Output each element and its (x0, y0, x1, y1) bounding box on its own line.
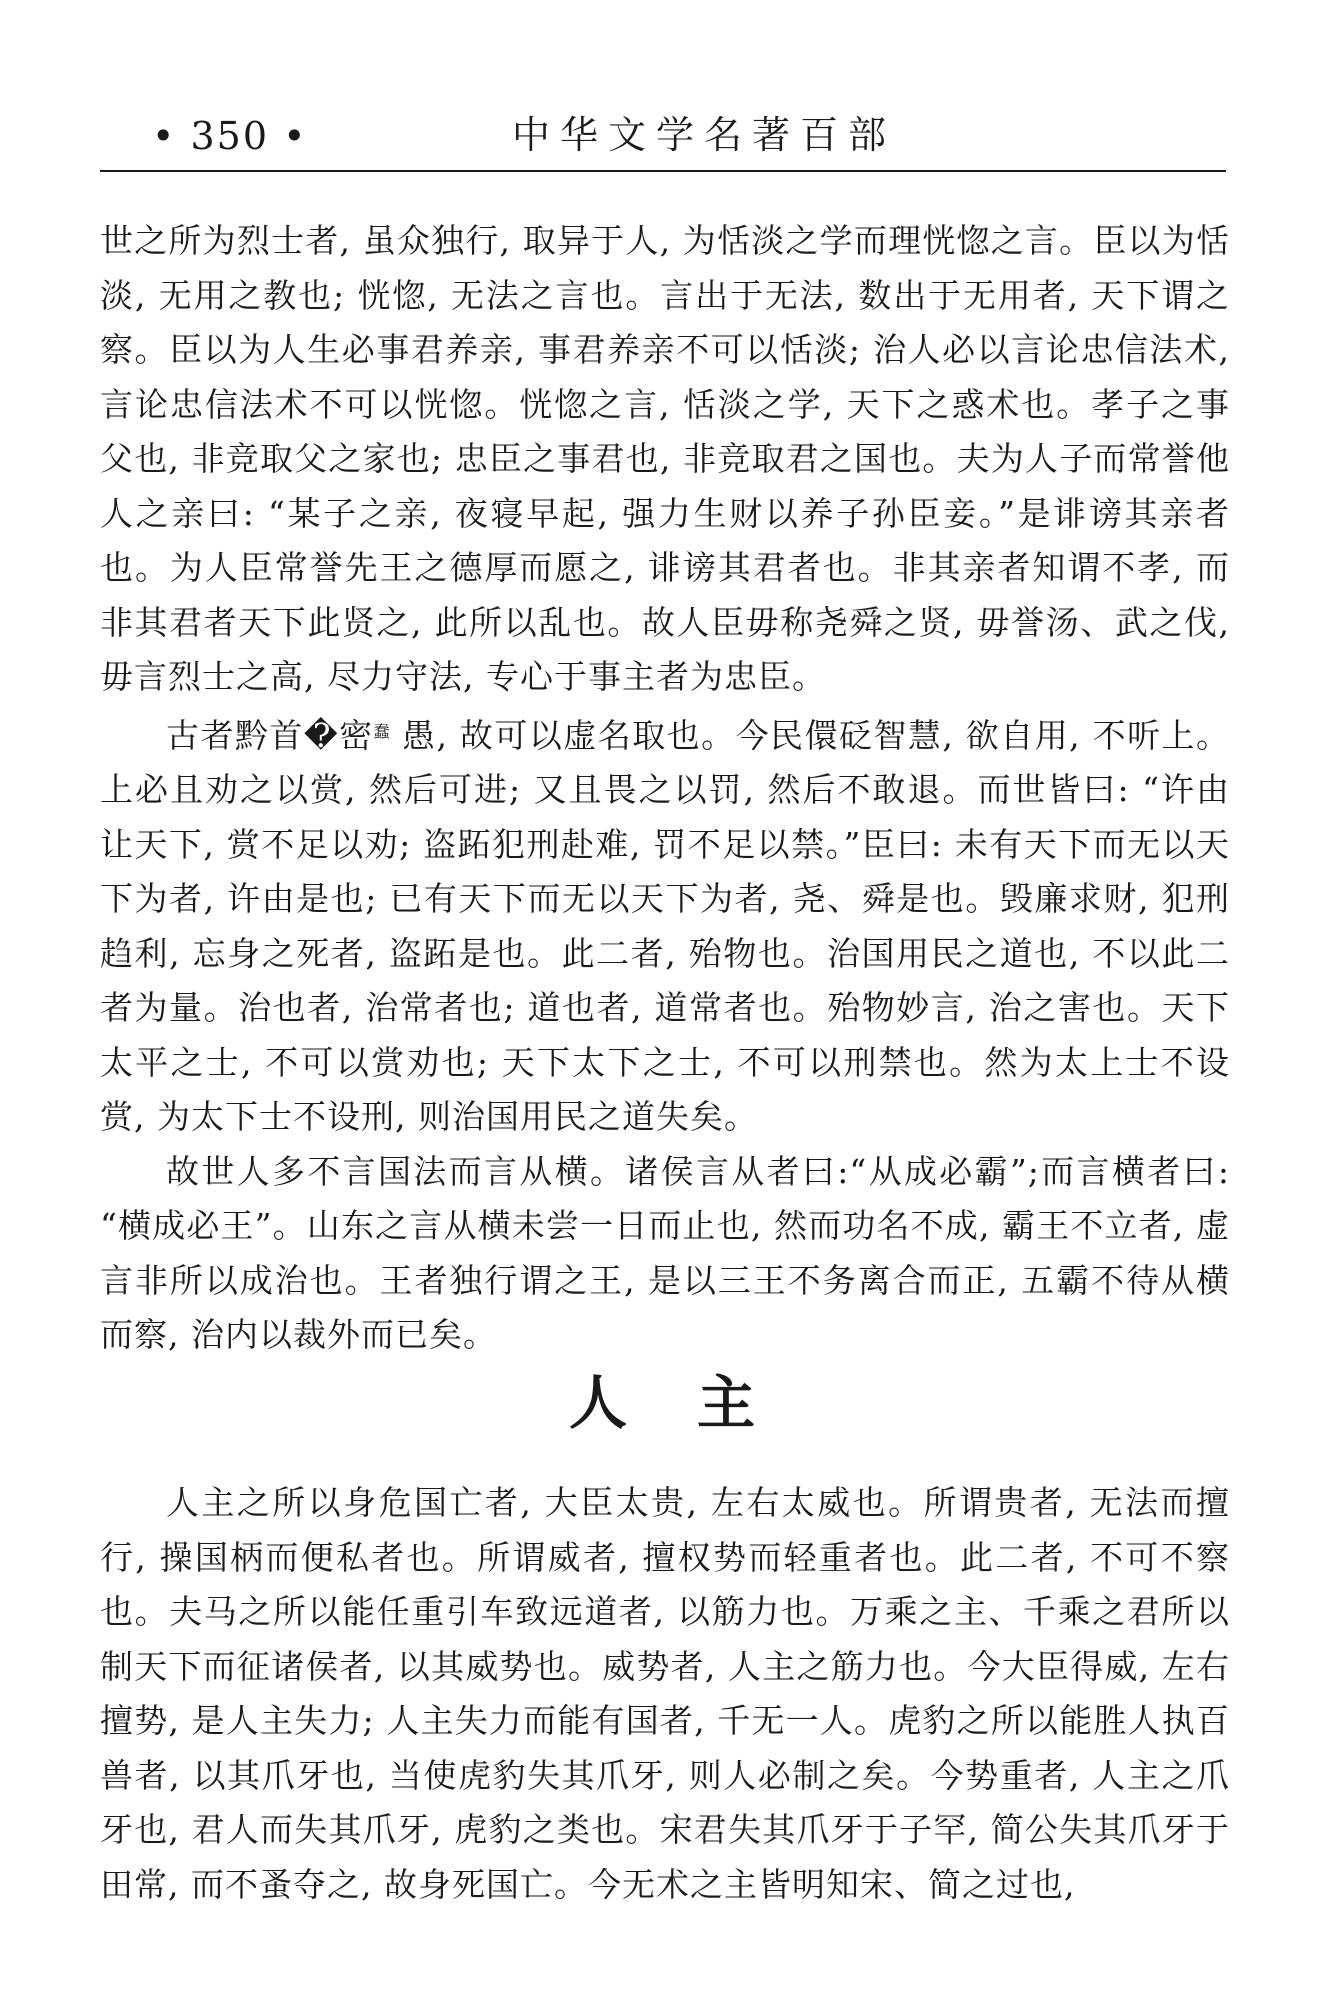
paragraph-2-start: 古者黔首 (166, 715, 304, 755)
ruby-annotation: 蠢 (373, 721, 391, 741)
main-text-block (100, 214, 1230, 1363)
paragraph-3: 故世人多不言国法而言从横。诸侯言从者曰:“从成必霸”;而言横者曰: “横成必王”。山东之言从横未尝一日而止也, 然而功名不成, 霸王不立者, 虚言非所以成治也。王者独行谓之王, 是以三王不务离合而正, 五霸不待从横而察, 治内以裁外而已矣。 (100, 1151, 1230, 1354)
page-header (100, 108, 1226, 172)
paragraph-2-rest: 愚, 故可以虚名取也。今民儇砭智慧, 欲自用, 不听上。上必且劝之以赏, 然后可进; 又且畏之以罚, 然后不敢退。而世皆曰: “许由让天下, 赏不足以劝; 盗跖犯刑赴难, 罚不足以禁。”臣曰: 未有天下而无以天下为者, 许由是也; 已有天下而无以天下为者, 尧、舜是也。毁廉求财, 犯刑趋利, 忘身之死者, 盗跖是也。此二者, 殆物也。治国用民之道也, 不以此二者为量。治也者, 治常者也; 道也者, 道常者也。殆物妙言, 治之害也。天下太平之士, 不可以赏劝也; 天下太下之士, 不可以刑禁也。然为太上士不设赏, 为太下士不设刑, 则治国用民之道失矣。 (100, 715, 1230, 1136)
paragraph-1: 世之所为烈士者, 虽众独行, 取异于人, 为恬淡之学而理恍惚之言。臣以为恬淡, 无用之教也; 恍惚, 无法之言也。言出于无法, 数出于无用者, 天下谓之察。臣以为人生必事君养亲, 事君养亲不可以恬淡; 治人必以言论忠信法术, 言论忠信法术不可以恍惚。恍惚之言, 恬淡之学, 天下之惑术也。孝子之事父也, 非竞取父之家也; 忠臣之事君也, 非竞取君之国也。夫为人子而常誉他人之亲曰: “某子之亲, 夜寝早起, 强力生财以养子孙臣妾。”是诽谤其亲者也。为人臣常誉先王之德厚而愿之, 诽谤其君者也。非其亲者知谓不孝, 而非其君者天下此贤之, 此所以乱也。故人臣毋称尧舜之贤, 毋誉汤、武之伐, 毋言烈士之高, 尽力守法, 专心于事主者为忠臣。 (100, 221, 1230, 696)
book-title: 中华文学名著百部 (512, 113, 897, 157)
paragraph-2 (100, 705, 1230, 1145)
section-title: 人主 (568, 1369, 825, 1437)
page-number: • 350 • (152, 114, 308, 158)
paragraph-2-mid: 密 (338, 715, 374, 755)
section-text-block (100, 1476, 1230, 1912)
paragraph-4: 人主之所以身危国亡者, 大臣太贵, 左右太威也。所谓贵者, 无法而擅行, 操国柄而便私者也。所谓威者, 擅权势而轻重者也。此二者, 不可不察也。夫马之所以能任重引车致远道者, 以筋力也。万乘之主、千乘之君所以制天下而征诸侯者, 以其威势也。威势者, 人主之筋力也。今大臣得威, 左右擅势, 是人主失力; 人主失力而能有国者, 千无一人。虎豹之所以能胜人执百兽者, 以其爪牙也, 当使虎豹失其爪牙, 则人必制之矣。今势重者, 人主之爪牙也, 君人而失其爪牙, 虎豹之类也。宋君失其爪牙于子罕, 简公失其爪牙于田常, 而不蚤夺之, 故身死国亡。今无术之主皆明知宋、简之过也, (100, 1483, 1230, 1904)
missing-glyph: � (303, 715, 339, 755)
